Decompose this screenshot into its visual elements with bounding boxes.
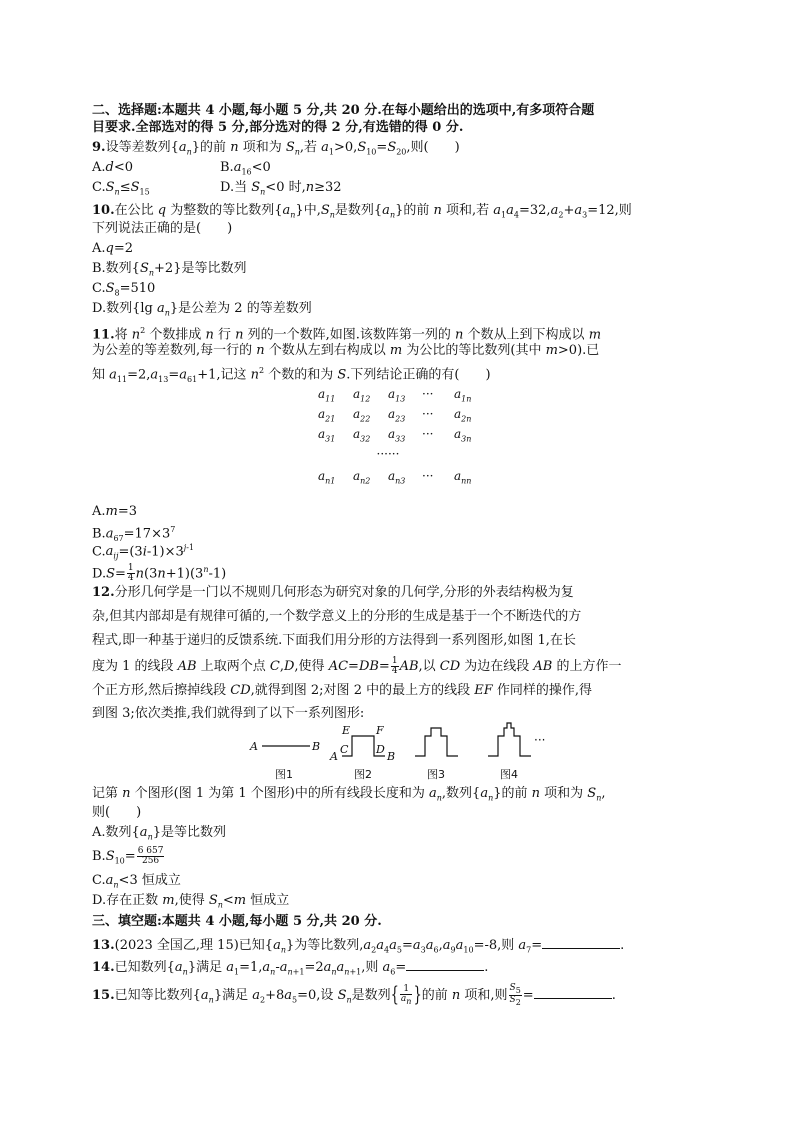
fig2-label-e: E <box>342 724 351 737</box>
question-10-option-b: B.数列$\{S_n+2\}$是等比数列 <box>92 261 247 278</box>
question-12-option-b: $B.S_{10}=$ $\frac{6 657}{256}$ <box>92 846 164 866</box>
question-10-option-d: D.数列{lg $a_n$}是公差为 2 的等差数列 <box>92 301 312 318</box>
question-12-stem-cont-3: 度为 1 的线段 AB 上取两个点 C,D,使得 AC=DB= $\frac{1}{4}$ AB,以 CD 为边在线段 AB 的上方作一 <box>92 656 622 676</box>
section-3-heading: 三、填空题:本题共 4 小题,每小题 5 分,共 20 分. <box>92 914 382 929</box>
question-12-stem-cont-6: 记第 n 个图形(图 1 为第 1 个图形)中的所有线段长度和为 $a_n$,数列$\{a_n\}$的前 n 项和为 $S_n$, <box>92 786 606 803</box>
question-10-option-c: $C.S_8=510$ <box>92 281 156 298</box>
question-9-option-a: A.d<0 <box>92 160 134 175</box>
question-12-option-c: $C.a_n<3$ 恒成立 <box>92 873 181 890</box>
question-9-stem: 9.设等差数列$\{a_n\}$的前 n 项和为 $S_n$,若 $a_1>0,S_{10}=S_{20}$,则( ) <box>92 140 460 157</box>
matrix-row-n: $a_{n1}$ $a_{n2}$ $a_{n3}$ ··· $a_{nn}$ <box>318 469 472 486</box>
fig2-label-a: A <box>330 750 338 763</box>
question-10-stem: 10.在公比 q 为整数的等比数列$\{a_n\}$中$,S_n$是数列$\{a_n\}$的前 n 项和,若 $a_1a_4=32,a_2+a_3=12$,则 <box>92 203 632 220</box>
question-12-stem: 12.分形几何学是一门以不规则几何形态为研究对象的几何学,分形的外表结构极为复 <box>92 585 574 600</box>
question-12-stem-cont-4: 个正方形,然后擦掉线段 CD,就得到图 2;对图 2 中的最上方的线段 EF 作同样的操作,得 <box>92 683 593 698</box>
question-9-option-d: D.当 $S_n<0$ 时,n≥32 <box>220 180 342 197</box>
matrix-row-2: $a_{21}$ $a_{22}$ $a_{23}$ ··· $a_{2n}$ <box>318 407 472 424</box>
question-9-option-b: $B.a_{16}<0$ <box>220 160 271 177</box>
question-11-stem: 11.将 $n^2$ 个数排成 n 行 n 列的一个数阵,如图.该数阵第一列的 n 个数从上到下构成以 m <box>92 326 602 343</box>
fig2-label-d: D <box>376 743 385 756</box>
answer-blank-15[interactable] <box>534 986 612 999</box>
answer-blank-13[interactable] <box>542 936 620 949</box>
fig4-caption: 图4 <box>500 768 518 781</box>
question-11-option-a: A.m=3 <box>92 504 138 519</box>
fig1-label-b: B <box>312 740 321 753</box>
section-2-heading-cont: 目要求.全部选对的得 5 分,部分选对的得 2 分,有选错的得 0 分. <box>92 120 464 135</box>
question-12-stem-cont-7: 则( ) <box>92 805 142 820</box>
fig2-label-b: B <box>387 750 396 763</box>
question-12-stem-cont-5: 到图 3;依次类推,我们就得到了以下一系列图形: <box>92 706 365 721</box>
question-11-stem-cont-2: 知 $a_{11}=2,a_{13}=a_{61}+1$,记这 $n^2$ 个数的和为 S.下列结论正确的有( ) <box>92 366 491 384</box>
question-11-option-d: D.S= $\frac{1}{4}$ $n(3n+1)(3^n-1)$ <box>92 563 227 584</box>
matrix-row-3: $a_{31}$ $a_{32}$ $a_{33}$ ··· $a_{3n}$ <box>318 427 472 444</box>
fig-ellipsis: ··· <box>534 733 546 747</box>
fig1-label-a: A <box>250 740 258 753</box>
question-12-option-a: A.数列$\{a_n\}$是等比数列 <box>92 825 226 842</box>
answer-blank-14[interactable] <box>406 958 484 971</box>
fig4-shape <box>488 723 531 756</box>
fig2-label-f: F <box>376 724 384 737</box>
question-9-option-c: $C.S_n\le S_{15}$ <box>92 180 150 197</box>
question-11-stem-cont-1: 为公差的等差数列,每一行的 n 个数从左到右构成以 m 为公比的等比数列(其中 m>0).已 <box>92 343 600 358</box>
question-11-option-c: $C.a_{ij}=(3i-1)\times 3^{j-1}$ <box>92 543 195 561</box>
fig2-caption: 图2 <box>354 768 372 781</box>
fig3-shape <box>415 728 458 756</box>
question-12-stem-cont-2: 程式,即一种基于递归的反馈系统.下面我们用分形的方法得到一系列图形,如图 1,在长 <box>92 633 576 648</box>
question-13-stem: 13.(2023 全国乙,理 15)已知$\{a_n\}$为等比数列$,a_2a_4a_5=a_3a_6,a_9a_{10}=-8$,则 $a_7=$ . <box>92 938 625 955</box>
question-15-stem: 15.已知等比数列$\{a_n\}$满足 $a_2+8a_5=0$,设 $S_n$是数列{ $\frac{1}{a_n}$ }的前 n 项和,则 $\frac{S_5}{S_2}$ = . <box>92 982 616 1007</box>
fig2-label-c: C <box>340 743 349 756</box>
section-2-heading: 二、选择题:本题共 4 小题,每小题 5 分,共 20 分.在每小题给出的选项中,有多项符合题 <box>92 103 595 118</box>
question-10-option-a: A.q=2 <box>92 241 134 256</box>
question-11-option-b: $B.a_{67}=17\times 3^7$ <box>92 525 176 543</box>
question-12-option-d: D.存在正数 m,使得 $S_n<m$ 恒成立 <box>92 893 290 910</box>
matrix-row-1: $a_{11}$ $a_{12}$ $a_{13}$ ··· $a_{1n}$ <box>318 387 472 404</box>
fig3-caption: 图3 <box>427 768 445 781</box>
question-12-stem-cont-1: 杂,但其内部却是有规律可循的,一个数学意义上的分形的生成是基于一个不断迭代的方 <box>92 609 582 624</box>
question-14-stem: 14.已知数列$\{a_n\}$满足 $a_1=1,a_n-a_{n+1}=2a_na_{n+1}$,则 $a_6=$ . <box>92 960 489 977</box>
fig1-caption: 图1 <box>275 768 293 781</box>
matrix-vertical-dots: ······ <box>376 447 400 461</box>
question-10-stem-cont: 下列说法正确的是( ) <box>92 221 233 236</box>
